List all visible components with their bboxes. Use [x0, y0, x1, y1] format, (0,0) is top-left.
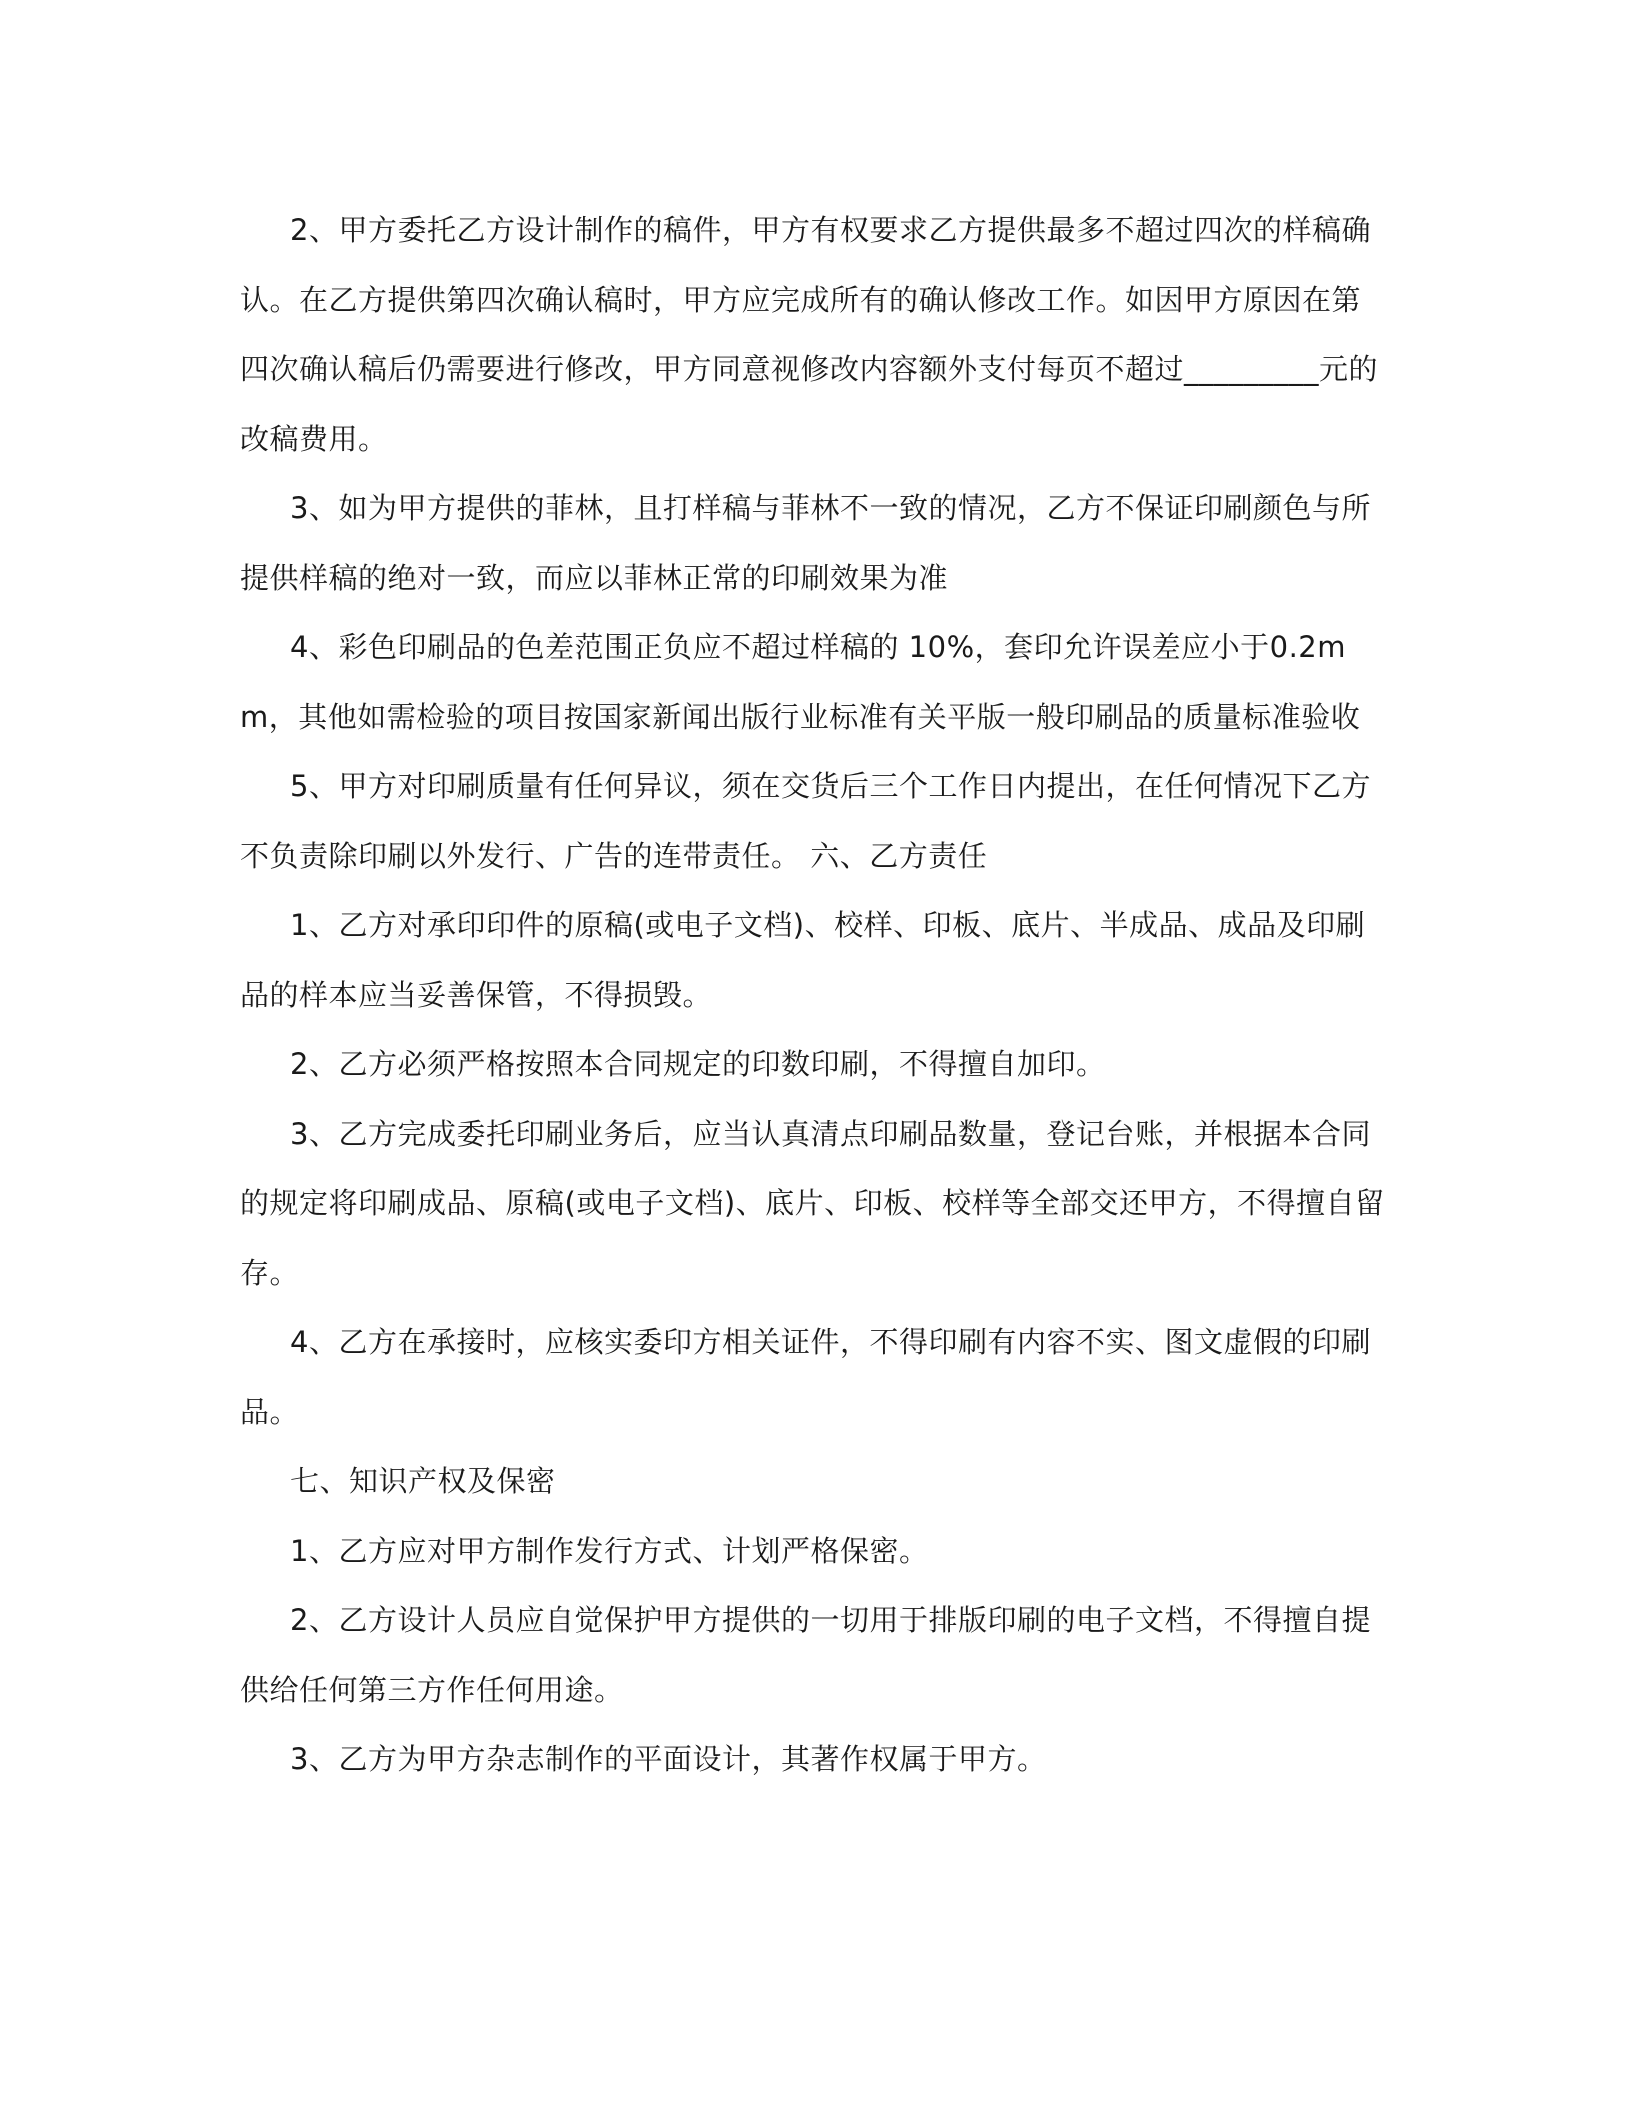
clause-4-color-tolerance: 4、彩色印刷品的色差范围正负应不超过样稿的 10%，套印允许误差应小于0.2mm，其他如需检验的项目按国家新闻出版行业标准有关平版一般印刷品的质量标准验收: [240, 630, 1361, 734]
clause-5-quality-objection: 5、甲方对印刷质量有任何异议，须在交货后三个工作日内提出，在任何情况下乙方不负责除印刷以外发行、广告的连带责任。 六、乙方责任: [240, 769, 1371, 873]
party-b-clause-2: 2、乙方必须严格按照本合同规定的印数印刷，不得擅自加印。: [290, 1047, 1106, 1081]
party-b-clause-3: 3、乙方完成委托印刷业务后，应当认真清点印刷品数量，登记台账，并根据本合同的规定将印刷成品、原稿(或电子文档)、底片、印板、校样等全部交还甲方，不得擅自留存。: [240, 1116, 1385, 1290]
ip-clause-1: 1、乙方应对甲方制作发行方式、计划严格保密。: [290, 1533, 929, 1568]
clause-2-revision-limit: 2、甲方委托乙方设计制作的稿件，甲方有权要求乙方提供最多不超过四次的样稿确认。在乙方提供第四次确认稿时，甲方应完成所有的确认修改工作。如因甲方原因在第四次确认稿后仍需要进行修改，甲方同意视修改内容额外支付每页不超过_________元的改稿费用。: [240, 213, 1379, 456]
section-heading-ip-confidentiality: 七、知识产权及保密: [290, 1464, 556, 1498]
document-body: [240, 196, 1390, 1795]
ip-clause-2: 2、乙方设计人员应自觉保护甲方提供的一切用于排版印刷的电子文档，不得擅自提供给任何第三方作任何用途。: [240, 1603, 1371, 1707]
party-b-clause-4: 4、乙方在承接时，应核实委印方相关证件，不得印刷有内容不实、图文虚假的印刷品。: [240, 1325, 1371, 1429]
ip-clause-3: 3、乙方为甲方杂志制作的平面设计，其著作权属于甲方。: [290, 1742, 1047, 1776]
party-b-clause-1: 1、乙方对承印印件的原稿(或电子文档)、校样、印板、底片、半成品、成品及印刷品的样本应当妥善保管，不得损毁。: [240, 908, 1366, 1012]
clause-3-film-color: 3、如为甲方提供的菲林，且打样稿与菲林不一致的情况，乙方不保证印刷颜色与所提供样稿的绝对一致，而应以菲林正常的印刷效果为准: [240, 491, 1371, 595]
